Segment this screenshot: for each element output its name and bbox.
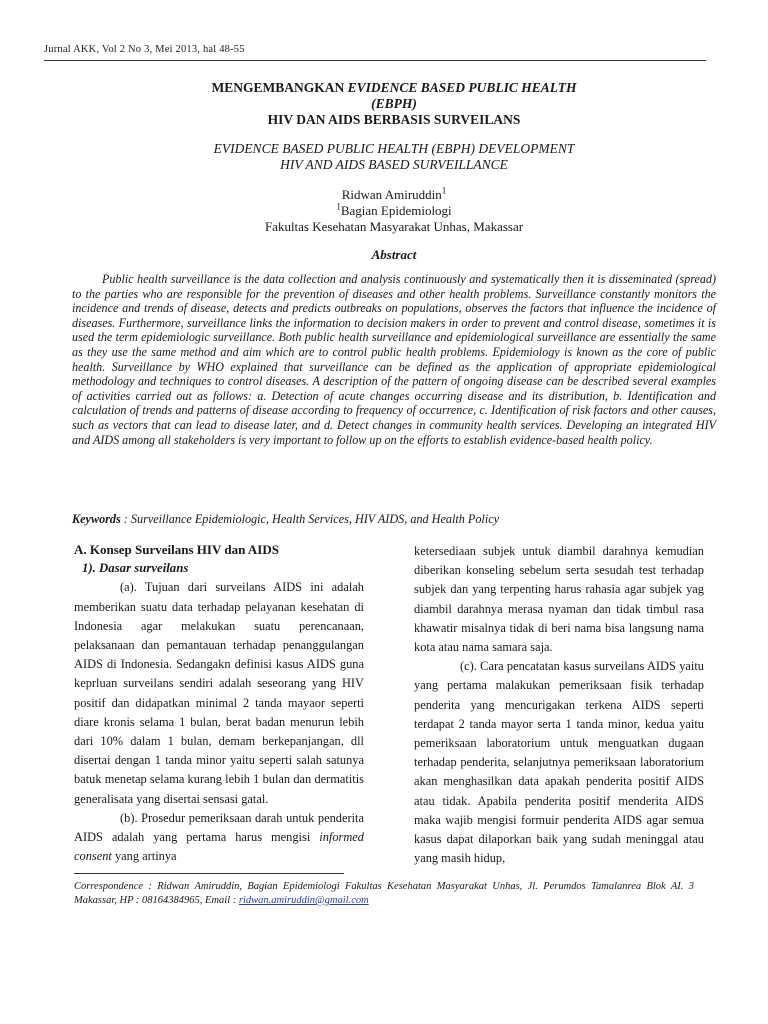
affiliation-dept: Bagian Epidemiologi (340, 203, 452, 218)
paragraph-b-continued: ketersediaan subjek untuk diambil darahnya kemudian diberikan konseling sebelum serta sesudah test terhadap subjek dan yang terpenting harus rahasia agar subjek yag diambil darahnya merasa nyaman dan tidak timbul rasa khawatir misalnya tidak di beri nama bisa langsung nama kota atau nama samara saja. (414, 544, 704, 655)
keywords (72, 512, 716, 527)
footnote (74, 880, 694, 908)
affiliation-faculty: Fakultas Kesehatan Masyarakat Unhas, Makassar (264, 219, 524, 234)
section-heading-a: A. Konsep Surveilans HIV dan AIDS (74, 542, 279, 557)
title-line2: (EBPH) (371, 96, 417, 111)
abstract-heading: Abstract (371, 247, 417, 262)
abstract-text: Public health surveillance is the data collection and analysis continuously and systematically then it is disseminated (spread) to the parties who are responsible for the prevention of diseases and other health problems. Surveillance constantly monitors the incidence and trends of disease, detects and predicts outbreaks on populations, observes the factors that influence the incidence of diseases. Furthermore, surveillance links the information to decision makers in order to prevent and control disease, sometimes it is used the term epidemiologic surveillance. Both public health surveillance and epidemiological surveillance are essentially the same as they use the same method and aim which are to control public health problems. Epidemiology is known as the core of public health. Surveillance by WHO explained that surveillance can be defined as the application of appropriate epidemiological methodology and techniques to control diseases. A description of the pattern of ongoing disease can be described several examples of activities carried out as follows: a. Detection of acute changes occurring disease and its distribution, b. Identification and calculation of trends and patterns of disease according to frequency of occurrence, c. Identification of risk factors and other causes, such as vectors that can lead to disease later, and d. Detect changes in community health services. Developing an integrated HIV and AIDS among all stakeholders is very important to follow up on the efforts to establish evidence-based health policy. (72, 272, 716, 447)
right-column (414, 542, 704, 868)
title-line1-prefix: MENGEMBANGKAN (211, 80, 348, 95)
title-line1-emphasis: EVIDENCE BASED PUBLIC HEALTH (347, 80, 577, 95)
paragraph-b-pre: (b). Prosedur pemeriksaan darah untuk penderita AIDS adalah yang pertama harus mengisi (74, 810, 364, 845)
title-en-line2: HIV AND AIDS BASED SURVEILLANCE (280, 157, 508, 172)
header-rule (44, 60, 706, 61)
paragraph-b-post: yang artinya (111, 849, 177, 864)
title-line3: HIV DAN AIDS BERBASIS SURVEILANS (267, 112, 521, 127)
running-head: Jurnal AKK, Vol 2 No 3, Mei 2013, hal 48-55 (44, 44, 245, 55)
title-english (72, 141, 716, 173)
affiliation-sup: 1 (336, 201, 341, 212)
paragraph-c: (c). Cara pencatatan kasus surveilans AIDS yaitu yang pertama malakukan pemeriksaan fisik terhadap penderita yang mencurigakan terkena AIDS seperti terdapat 2 tanda mayor serta 1 tanda minor, kedua yaitu pemeriksaan laboratorium untuk menguatkan dugaan terhadap penderita, selanjutnya pemeriksaan laboratorium akan menghasilkan data apakah penderita positif AIDS atau tidak. Apabila penderita positif menderita AIDS maka wajib mengisi formuir penderita AIDS agar semua kasus dapat dilaporkan baik yang sudah meninggal atau yang masih hidup, (414, 659, 704, 866)
footnote-rule (74, 873, 344, 874)
title-indonesian (72, 80, 716, 128)
paragraph-a: (a). Tujuan dari surveilans AIDS ini adalah memberikan suatu data terhadap pelayanan kesehatan di Indonesia agar melakukan suatu perencanaan, pelaksanaan dan pemantauan terhadap penanggulangan AIDS di Indonesia. Sedangakn definisi kasus AIDS guna keprluan surveilans sendiri adalah seseorang yang HIV positif dan didapatkan minimal 2 tanda mayaor seperti diare kronis selama 1 bulan, berat badan menurun lebih dari 10% dalam 1 bulan, demam berkepanjangan, dll disertai dengan 1 tanda minor yaitu seperti salah satunya batuk menetap selama kurang lebih 1 bulan dan dermatitis generalisata yang disertai sensasi gatal. (74, 580, 364, 806)
footnote-text: Correspondence : Ridwan Amiruddin, Bagian Epidemiologi Fakultas Kesehatan Masyarakat Unhas, Jl. Perumdos Tamalanrea Blok AI. 3 Makassar, HP : 08164384965, Email : (74, 881, 694, 906)
author-sup: 1 (441, 185, 447, 196)
author (72, 187, 716, 203)
keywords-text: : Surveillance Epidemiologic, Health Services, HIV AIDS, and Health Policy (120, 512, 500, 526)
title-en-line1: EVIDENCE BASED PUBLIC HEALTH (EBPH) DEVELOPMENT (213, 141, 575, 156)
affiliation (72, 203, 716, 235)
keywords-label: Keywords (72, 512, 121, 526)
title-block (72, 80, 716, 235)
email-link[interactable]: ridwan.amiruddin@gmail.com (238, 895, 369, 906)
left-column (74, 540, 364, 866)
paragraph-b (74, 809, 364, 867)
author-name: Ridwan Amiruddin (341, 187, 442, 202)
paragraph-b-emphasis: informed consent (74, 830, 364, 864)
subsection-heading-1: 1). Dasar surveilans (82, 561, 189, 576)
